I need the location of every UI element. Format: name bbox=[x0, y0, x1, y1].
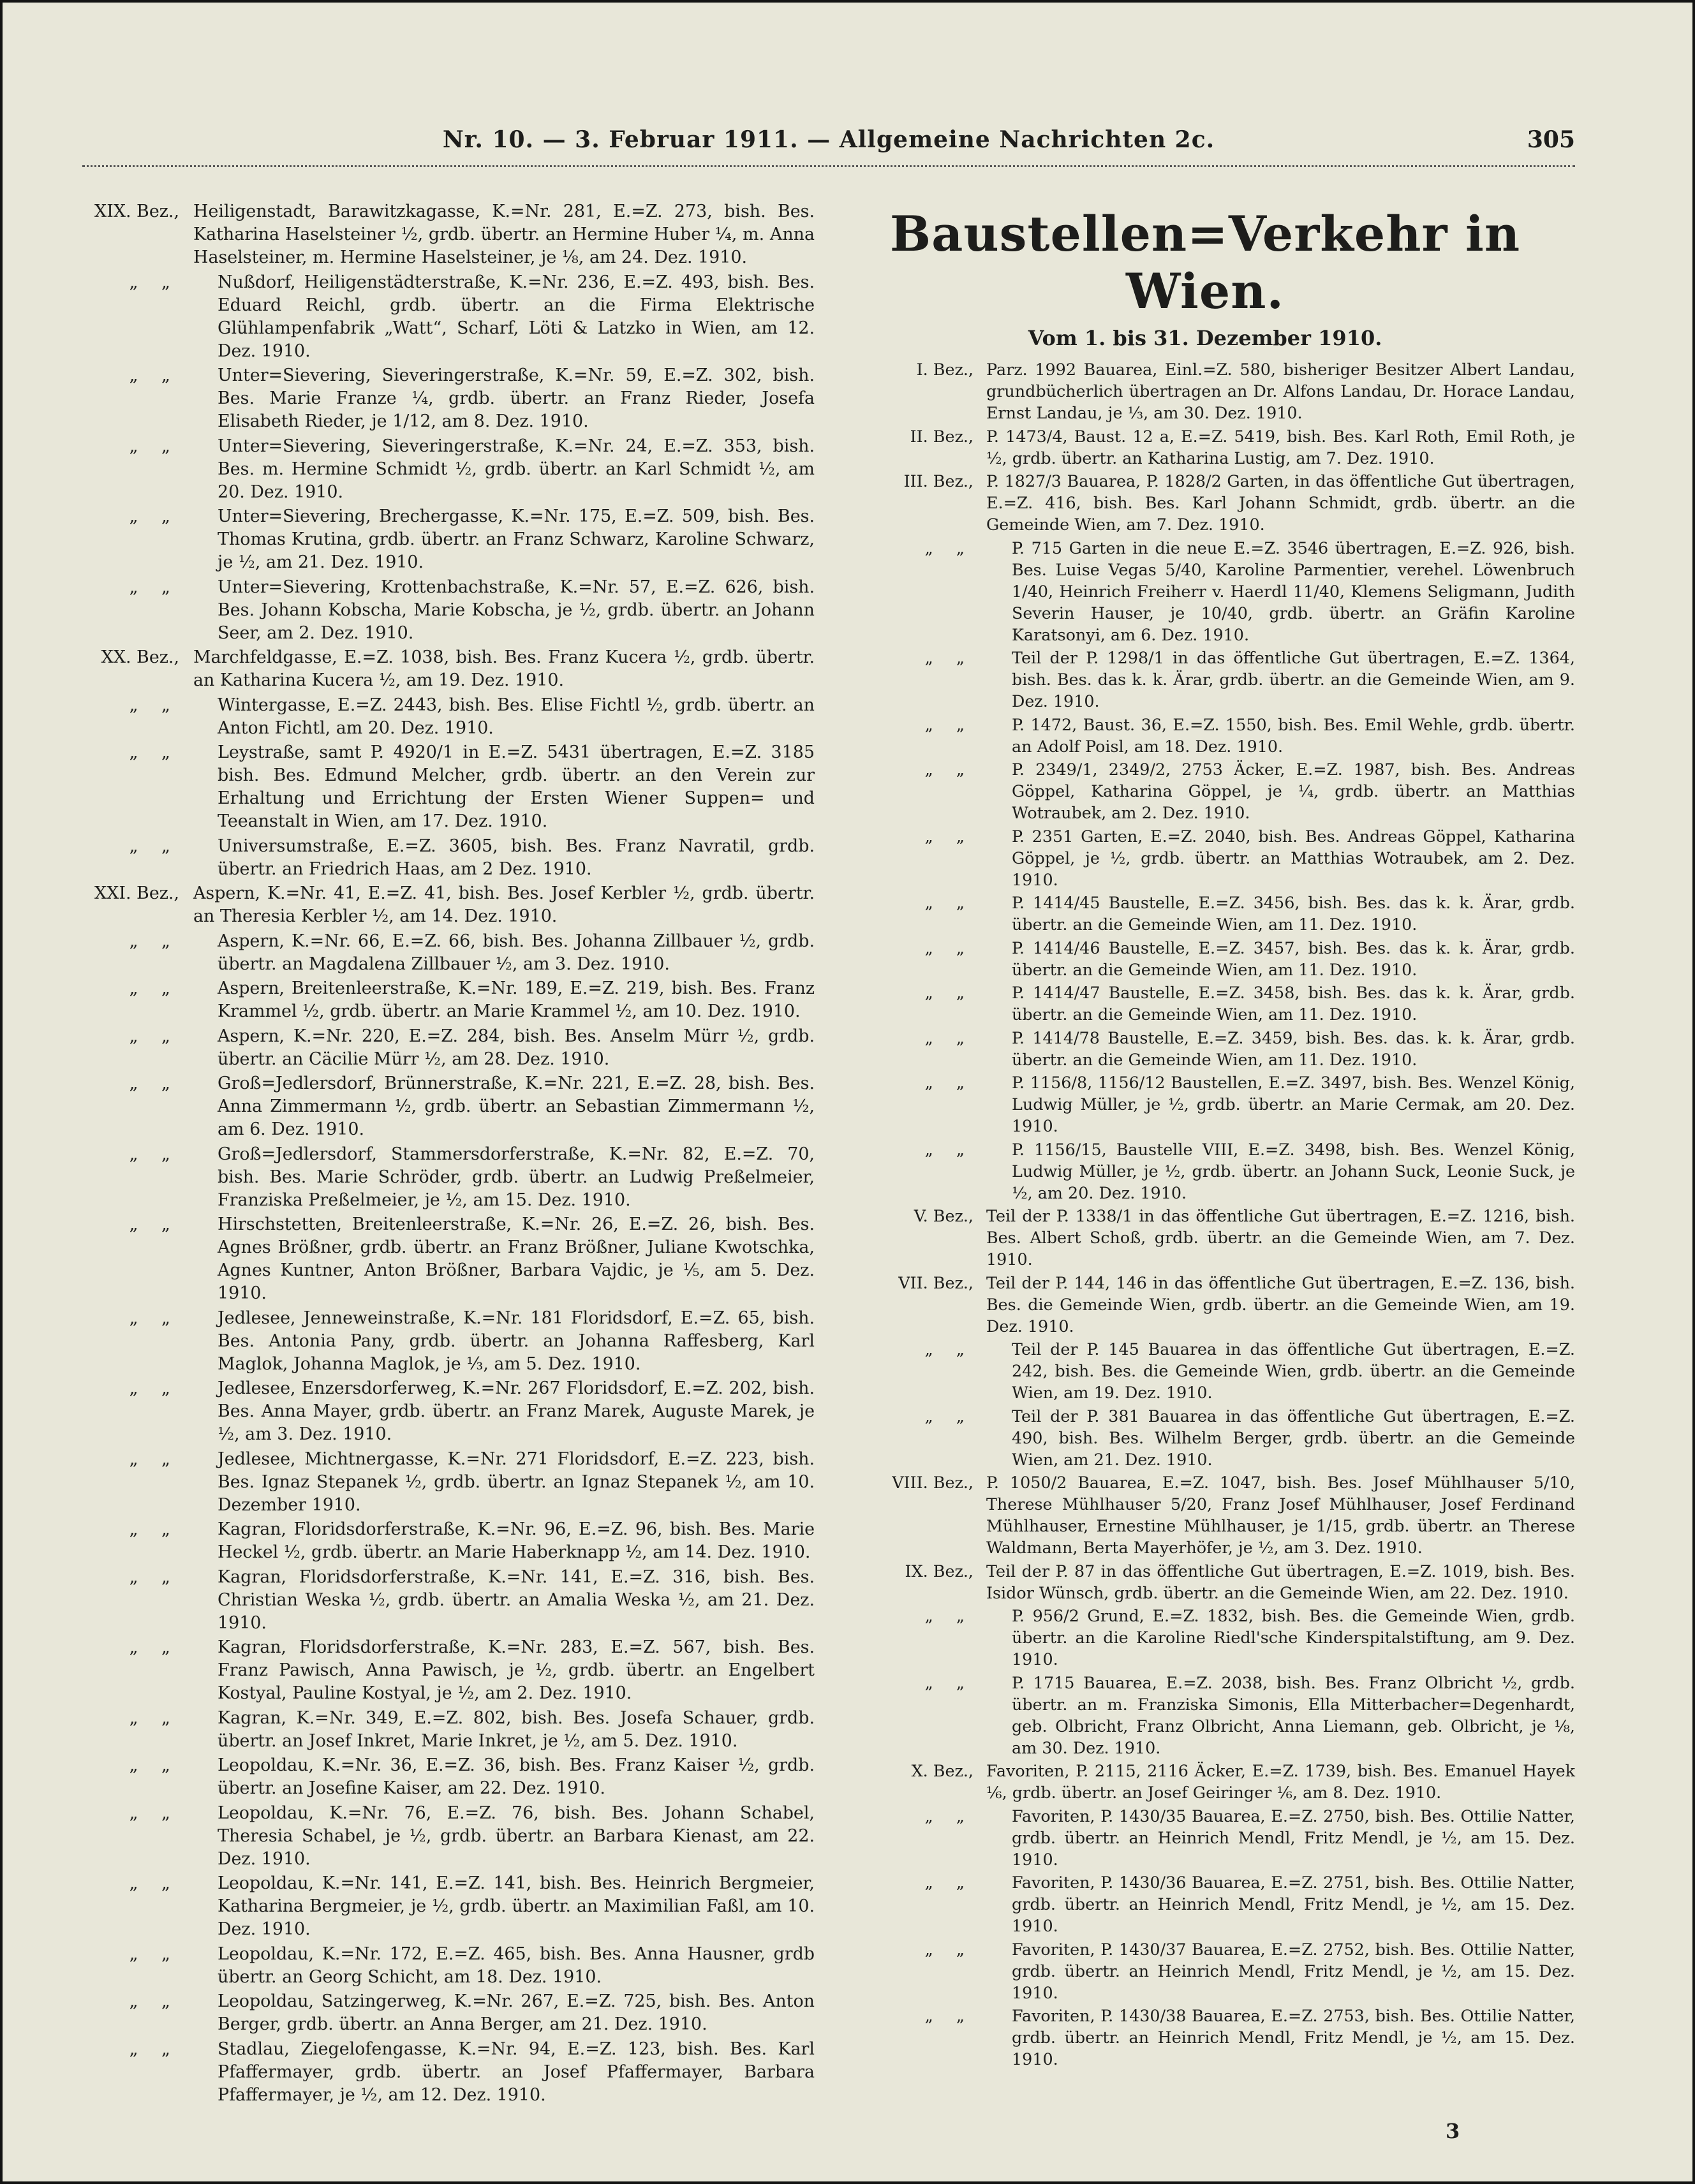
entry-text: P. 1414/46 Baustelle, E.=Z. 3457, bish. Bes. das k. k. Ärar, grdb. übertr. an die Gemeinde Wien, am 11. Dez. 1910. bbox=[1012, 938, 1575, 979]
entry-text: Teil der P. 145 Bauarea in das öffentliche Gut übertragen, E.=Z. 242, bish. Bes. die Gemeinde Wien, grdb. übertr. an die Gemeinde Wien, am 19. Dez. 1910. bbox=[1012, 1339, 1575, 1402]
entry-text: Aspern, K.=Nr. 41, E.=Z. 41, bish. Bes. Josef Kerbler ½, grdb. übertr. an Theresia Kerbler ½, am 14. Dez. 1910. bbox=[193, 883, 815, 926]
register-entry bbox=[82, 1566, 815, 1635]
register-entry bbox=[835, 1472, 1575, 1558]
entry-text: Nußdorf, Heiligenstädterstraße, K.=Nr. 236, E.=Z. 493, bish. Bes. Eduard Reichl, grdb. übertr. an die Firma Elektrische Glühlampenfabrik „Watt“, Scharf, Löti & Latzko in Wien, am 12. Dez. 1910. bbox=[218, 272, 815, 361]
entry-text: Leopoldau, Satzingerweg, K.=Nr. 267, E.=Z. 725, bish. Bes. Anton Berger, grdb. übertr. an Anna Berger, am 21. Dez. 1910. bbox=[218, 1991, 815, 2034]
section-title: Baustellen=Verkehr in Wien. bbox=[889, 205, 1521, 320]
register-entry bbox=[82, 835, 815, 881]
register-entry bbox=[82, 1872, 815, 1941]
entry-text: P. 2351 Garten, E.=Z. 2040, bish. Bes. Andreas Göppel, Katharina Göppel, je ½, grdb. übertr. an Matthias Wotraubek, am 2. Dez. 1910. bbox=[1012, 826, 1575, 889]
entry-text: Favoriten, P. 1430/37 Bauarea, E.=Z. 2752, bish. Bes. Ottilie Natter, grdb. übertr. an Heinrich Mendl, Fritz Mendl, je ½, am 15. Dez. 1910. bbox=[1012, 1939, 1575, 2002]
district-label: „ „ bbox=[129, 1708, 179, 1728]
register-entry bbox=[82, 646, 815, 692]
district-label: XIX. Bez., bbox=[94, 202, 179, 221]
entry-text: P. 1715 Bauarea, E.=Z. 2038, bish. Bes. Franz Olbricht ½, grdb. übertr. an m. Franziska Simonis, Ella Mitterbacher=Degenhardt, geb. Olbricht, Franz Olbricht, Anna Liemann, geb. Olbricht, je ⅛, am 30. Dez. 1910. bbox=[1012, 1672, 1575, 1757]
entry-text: Leopoldau, K.=Nr. 172, E.=Z. 465, bish. Bes. Anna Hausner, grdb übertr. an Georg Schicht, am 18. Dez. 1910. bbox=[218, 1944, 815, 1987]
district-label: „ „ bbox=[129, 742, 179, 762]
register-entry bbox=[82, 930, 815, 976]
running-head: Nr. 10. — 3. Februar 1911. — Allgemeine Nachrichten 2c. bbox=[442, 126, 1215, 153]
entry-text: Favoriten, P. 1430/36 Bauarea, E.=Z. 2751, bish. Bes. Ottilie Natter, grdb. übertr. an Heinrich Mendl, Fritz Mendl, je ½, am 15. Dez. 1910. bbox=[1012, 1873, 1575, 1935]
entry-text: Stadlau, Ziegelofengasse, K.=Nr. 94, E.=Z. 123, bish. Bes. Karl Pfaffermayer, grdb. übertr. an Josef Pfaffermayer, Barbara Pfaffermayer, je ½, am 12. Dez. 1910. bbox=[218, 2039, 815, 2105]
entry-text: Wintergasse, E.=Z. 2443, bish. Bes. Elise Fichtl ½, grdb. übertr. an Anton Fichtl, am 20. Dez. 1910. bbox=[218, 695, 815, 738]
entry-text: Groß=Jedlersdorf, Brünnerstraße, K.=Nr. 221, E.=Z. 28, bish. Bes. Anna Zimmermann ½, grdb. übertr. an Sebastian Zimmermann ½, am 6. Dez. 1910. bbox=[218, 1074, 815, 1139]
register-entry bbox=[835, 1139, 1575, 1204]
district-label: „ „ bbox=[129, 1144, 179, 1164]
district-label: „ „ bbox=[924, 1806, 973, 1826]
entry-text: Teil der P. 87 in das öffentliche Gut übertragen, E.=Z. 1019, bish. Bes. Isidor Wünsch, grdb. übertr. an die Gemeinde Wien, am 22. Dez. 1910. bbox=[986, 1561, 1575, 1602]
district-label: „ „ bbox=[129, 1519, 179, 1539]
district-label: „ „ bbox=[129, 1378, 179, 1398]
entry-text: Leopoldau, K.=Nr. 141, E.=Z. 141, bish. Bes. Heinrich Bergmeier, Katharina Bergmeier, je ½, grdb. übertr. an Maximilian Faßl, am 10. Dez. 1910. bbox=[218, 1873, 815, 1939]
district-label: XX. Bez., bbox=[101, 647, 179, 667]
entry-text: Hirschstetten, Breitenleerstraße, K.=Nr. 26, E.=Z. 26, bish. Bes. Agnes Brößner, grdb. übertr. an Franz Brößner, Juliane Kwotschka, Agnes Kuntner, Anton Brößner, Barbara Vajdic, je ⅕, am 5. Dez. 1910. bbox=[218, 1214, 815, 1303]
register-entry bbox=[82, 694, 815, 740]
entry-text: P. 1156/8, 1156/12 Baustellen, E.=Z. 3497, bish. Bes. Wenzel König, Ludwig Müller, je ½, grdb. übertr. an Marie Cermak, am 20. Dez. 1910. bbox=[1012, 1073, 1575, 1135]
entry-text: Aspern, K.=Nr. 220, E.=Z. 284, bish. Bes. Anselm Mürr ½, grdb. übertr. an Cäcilie Mürr ½, am 28. Dez. 1910. bbox=[218, 1026, 815, 1069]
district-label: „ „ bbox=[129, 836, 179, 856]
entry-text: Jedlesee, Michtnergasse, K.=Nr. 271 Floridsdorf, E.=Z. 223, bish. Bes. Ignaz Stepanek ½, grdb. übertr. an Ignaz Stepanek ½, am 10. Dezember 1910. bbox=[218, 1449, 815, 1515]
register-entry bbox=[835, 1027, 1575, 1070]
entry-text: Leopoldau, K.=Nr. 36, E.=Z. 36, bish. Bes. Franz Kaiser ½, grdb. übertr. an Josefine Kaiser, am 22. Dez. 1910. bbox=[218, 1755, 815, 1798]
district-label: „ „ bbox=[129, 436, 179, 456]
register-entry bbox=[82, 1990, 815, 2036]
entry-text: P. 1473/4, Baust. 12 a, E.=Z. 5419, bish. Bes. Karl Roth, Emil Roth, je ½, grdb. übertr. an Katharina Lustig, am 7. Dez. 1910. bbox=[986, 426, 1575, 468]
district-label: VII. Bez., bbox=[898, 1273, 973, 1292]
entry-text: Unter=Sievering, Sieveringerstraße, K.=Nr. 24, E.=Z. 353, bish. Bes. m. Hermine Schmidt ½, grdb. übertr. an Karl Schmidt ½, am 20. Dez. 1910. bbox=[218, 436, 815, 502]
district-label: „ „ bbox=[129, 2039, 179, 2059]
register-entry bbox=[835, 825, 1575, 890]
register-entry bbox=[82, 1377, 815, 1446]
district-label: „ „ bbox=[924, 714, 973, 734]
register-entry bbox=[82, 882, 815, 928]
register-entry bbox=[82, 576, 815, 645]
district-label: „ „ bbox=[924, 538, 973, 557]
register-entry bbox=[82, 1707, 815, 1753]
district-label: III. Bez., bbox=[903, 471, 973, 491]
district-label: „ „ bbox=[129, 1637, 179, 1657]
register-entry bbox=[835, 1871, 1575, 1937]
district-label: „ „ bbox=[129, 1944, 179, 1964]
entry-text: Leopoldau, K.=Nr. 76, E.=Z. 76, bish. Bes. Johann Schabel, Theresia Schabel, je ½, grdb. übertr. an Barbara Kienast, am 22. Dez. 1910. bbox=[218, 1803, 815, 1869]
district-label: „ „ bbox=[924, 1939, 973, 1959]
register-entry bbox=[82, 1448, 815, 1517]
left-column bbox=[82, 200, 815, 2107]
register-entry bbox=[82, 364, 815, 433]
entry-text: Parz. 1992 Bauarea, Einl.=Z. 580, bisheriger Besitzer Albert Landau, grundbücherlich übertragen an Dr. Alfons Landau, Dr. Horace Landau, Ernst Landau, je ⅓, am 30. Dez. 1910. bbox=[986, 360, 1575, 422]
district-label: „ „ bbox=[129, 1991, 179, 2011]
register-entry bbox=[835, 1338, 1575, 1403]
district-label: „ „ bbox=[924, 1606, 973, 1625]
entry-text: P. 1414/45 Baustelle, E.=Z. 3456, bish. Bes. das k. k. Ärar, grdb. übertr. an die Gemeinde Wien, am 11. Dez. 1910. bbox=[1012, 893, 1575, 934]
district-label: I. Bez., bbox=[916, 360, 973, 379]
register-entry bbox=[835, 1405, 1575, 1470]
entry-text: Teil der P. 1338/1 in das öffentliche Gut übertragen, E.=Z. 1216, bish. Bes. Albert Schoß, grdb. übertr. an die Gemeinde Wien, am 7. Dez. 1910. bbox=[986, 1206, 1575, 1269]
entry-text: Favoriten, P. 1430/35 Bauarea, E.=Z. 2750, bish. Bes. Ottilie Natter, grdb. übertr. an Heinrich Mendl, Fritz Mendl, je ½, am 15. Dez. 1910. bbox=[1012, 1806, 1575, 1869]
district-label: „ „ bbox=[129, 931, 179, 951]
entry-text: P. 1827/3 Bauarea, P. 1828/2 Garten, in das öffentliche Gut übertragen, E.=Z. 416, bish. Bes. Karl Johann Schmidt, grdb. übertr. an die Gemeinde Wien, am 7. Dez. 1910. bbox=[986, 471, 1575, 534]
district-label: „ „ bbox=[129, 1214, 179, 1234]
district-label: „ „ bbox=[924, 983, 973, 1002]
entry-text: Kagran, Floridsdorferstraße, K.=Nr. 283, E.=Z. 567, bish. Bes. Franz Pawisch, Anna Pawisch, je ½, grdb. übertr. an Engelbert Kostyal, Pauline Kostyal, je ½, am 2. Dez. 1910. bbox=[218, 1637, 815, 1703]
district-label: „ „ bbox=[924, 1139, 973, 1159]
register-entry bbox=[835, 1205, 1575, 1270]
newspaper-page bbox=[3, 3, 1692, 2181]
entry-text: Groß=Jedlersdorf, Stammersdorferstraße, K.=Nr. 82, E.=Z. 70, bish. Bes. Marie Schröder, grdb. übertr. an Ludwig Preßelmeier, Franziska Preßelmeier, je ½, am 15. Dez. 1910. bbox=[218, 1144, 815, 1210]
register-entry bbox=[835, 2005, 1575, 2070]
district-label: „ „ bbox=[924, 2006, 973, 2025]
entry-text: Unter=Sievering, Krottenbachstraße, K.=Nr. 57, E.=Z. 626, bish. Bes. Johann Kobscha, Marie Kobscha, je ½, grdb. übertr. an Johann Seer, am 2. Dez. 1910. bbox=[218, 577, 815, 643]
register-entry bbox=[835, 1672, 1575, 1759]
register-entry bbox=[835, 1805, 1575, 1870]
register-entry bbox=[835, 1760, 1575, 1803]
register-entry bbox=[82, 200, 815, 269]
entry-text: Aspern, K.=Nr. 66, E.=Z. 66, bish. Bes. Johanna Zillbauer ½, grdb. übertr. an Magdalena Zillbauer ½, am 3. Dez. 1910. bbox=[218, 931, 815, 974]
district-label: IX. Bez., bbox=[905, 1561, 973, 1581]
district-label: „ „ bbox=[129, 1308, 179, 1328]
district-label: VIII. Bez., bbox=[892, 1473, 973, 1492]
register-entry bbox=[835, 425, 1575, 469]
register-entry bbox=[82, 1213, 815, 1305]
entry-text: Heiligenstadt, Barawitzkagasse, K.=Nr. 281, E.=Z. 273, bish. Bes. Katharina Haselsteiner ½, grdb. übertr. an Hermine Huber ¼, m. Anna Haselsteiner, m. Hermine Haselsteiner, je ⅛, am 24. Dez. 1910. bbox=[193, 202, 815, 267]
register-entry bbox=[82, 435, 815, 504]
district-label: „ „ bbox=[129, 365, 179, 385]
entry-text: Favoriten, P. 1430/38 Bauarea, E.=Z. 2753, bish. Bes. Ottilie Natter, grdb. übertr. an Heinrich Mendl, Fritz Mendl, je ½, am 15. Dez. 1910. bbox=[1012, 2006, 1575, 2069]
register-entry bbox=[82, 2038, 815, 2107]
district-label: „ „ bbox=[129, 1755, 179, 1775]
district-label: „ „ bbox=[924, 648, 973, 667]
entry-text: Unter=Sievering, Brechergasse, K.=Nr. 175, E.=Z. 509, bish. Bes. Thomas Krutina, grdb. übertr. an Franz Schwarz, Karoline Schwarz, je ½, am 21. Dez. 1910. bbox=[218, 506, 815, 572]
register-entry bbox=[82, 1307, 815, 1376]
entry-text: P. 1156/15, Baustelle VIII, E.=Z. 3498, bish. Bes. Wenzel König, Ludwig Müller, je ½, grdb. übertr. an Johann Suck, Leonie Suck, je ½, am 20. Dez. 1910. bbox=[1012, 1139, 1575, 1202]
section-subtitle: Vom 1. bis 31. Dezember 1910. bbox=[1028, 326, 1382, 350]
entry-text: Kagran, K.=Nr. 349, E.=Z. 802, bish. Bes. Josefa Schauer, grdb. übertr. an Josef Inkret, Marie Inkret, je ½, am 5. Dez. 1910. bbox=[218, 1708, 815, 1751]
register-entry bbox=[82, 1518, 815, 1564]
register-entry bbox=[835, 1605, 1575, 1670]
register-entry bbox=[835, 1560, 1575, 1604]
register-entry bbox=[835, 537, 1575, 646]
district-label: „ „ bbox=[129, 1026, 179, 1046]
entry-text: P. 1414/78 Baustelle, E.=Z. 3459, bish. Bes. das. k. k. Ärar, grdb. übertr. an die Gemeinde Wien, am 11. Dez. 1910. bbox=[1012, 1028, 1575, 1069]
entry-text: P. 1414/47 Baustelle, E.=Z. 3458, bish. Bes. das k. k. Ärar, grdb. übertr. an die Gemeinde Wien, am 11. Dez. 1910. bbox=[1012, 983, 1575, 1024]
right-column bbox=[835, 200, 1575, 2070]
entry-text: Teil der P. 144, 146 in das öffentliche Gut übertragen, E.=Z. 136, bish. Bes. die Gemeinde Wien, grdb. übertr. an die Gemeinde Wien, am 19. Dez. 1910. bbox=[986, 1273, 1575, 1336]
district-label: „ „ bbox=[129, 272, 179, 292]
entry-text: Jedlesee, Enzersdorferweg, K.=Nr. 267 Floridsdorf, E.=Z. 202, bish. Bes. Anna Mayer, grdb. übertr. an Franz Marek, Auguste Marek, je ½, am 3. Dez. 1910. bbox=[218, 1378, 815, 1444]
district-label: „ „ bbox=[924, 1873, 973, 1892]
district-label: „ „ bbox=[924, 1672, 973, 1692]
district-label: „ „ bbox=[129, 1803, 179, 1823]
register-entry bbox=[82, 271, 815, 363]
page-number: 305 bbox=[1527, 126, 1575, 153]
entry-text: Kagran, Floridsdorferstraße, K.=Nr. 141, E.=Z. 316, bish. Bes. Christian Weska ½, grdb. übertr. an Amalia Weska ½, am 21. Dez. 1910. bbox=[218, 1567, 815, 1633]
entry-text: P. 956/2 Grund, E.=Z. 1832, bish. Bes. die Gemeinde Wien, grdb. übertr. an die Karoline Riedl'sche Kinderspitalstiftung, am 9. Dez. 1910. bbox=[1012, 1606, 1575, 1669]
district-label: V. Bez., bbox=[914, 1206, 973, 1225]
district-label: „ „ bbox=[129, 695, 179, 715]
register-entry bbox=[835, 937, 1575, 980]
entry-text: Aspern, Breitenleerstraße, K.=Nr. 189, E.=Z. 219, bish. Bes. Franz Krammel ½, grdb. übertr. an Marie Krammel ½, am 10. Dez. 1910. bbox=[218, 978, 815, 1021]
entry-text: Unter=Sievering, Sieveringerstraße, K.=Nr. 59, E.=Z. 302, bish. Bes. Marie Franze ¼, grdb. übertr. an Franz Rieder, Josefa Elisabeth Rieder, je 1/12, am 8. Dez. 1910. bbox=[218, 365, 815, 431]
entry-text: Leystraße, samt P. 4920/1 in E.=Z. 5431 übertragen, E.=Z. 3185 bish. Bes. Edmund Melcher, grdb. übertr. an den Verein zur Erhaltung und Errichtung der Ersten Wiener Suppen= und Teeanstalt in Wien, am 17. Dez. 1910. bbox=[218, 742, 815, 831]
entry-text: Teil der P. 1298/1 in das öffentliche Gut übertragen, E.=Z. 1364, bish. Bes. das k. k. Ärar, grdb. übertr. an die Gemeinde Wien, am 9. Dez. 1910. bbox=[1012, 648, 1575, 711]
entry-text: Kagran, Floridsdorferstraße, K.=Nr. 96, E.=Z. 96, bish. Bes. Marie Heckel ½, grdb. übertr. an Marie Haberknapp ½, am 14. Dez. 1910. bbox=[218, 1519, 815, 1562]
register-entry bbox=[835, 758, 1575, 823]
district-label: „ „ bbox=[924, 893, 973, 912]
header-rule bbox=[82, 165, 1575, 167]
right-entry-list bbox=[835, 358, 1575, 2070]
district-label: „ „ bbox=[924, 1028, 973, 1047]
page-header bbox=[82, 126, 1575, 165]
register-entry bbox=[82, 1072, 815, 1141]
district-label: „ „ bbox=[129, 506, 179, 526]
entry-text: P. 2349/1, 2349/2, 2753 Äcker, E.=Z. 1987, bish. Bes. Andreas Göppel, Katharina Göppel, je ¼, grdb. übertr. an Matthias Wotraubek, am 2. Dez. 1910. bbox=[1012, 760, 1575, 822]
district-label: XXI. Bez., bbox=[94, 883, 179, 903]
register-entry bbox=[835, 647, 1575, 712]
entry-text: P. 1472, Baust. 36, E.=Z. 1550, bish. Bes. Emil Wehle, grdb. übertr. an Adolf Poisl, am 18. Dez. 1910. bbox=[1012, 714, 1575, 756]
district-label: „ „ bbox=[924, 826, 973, 846]
register-entry bbox=[835, 1072, 1575, 1137]
entry-text: Universumstraße, E.=Z. 3605, bish. Bes. Franz Navratil, grdb. übertr. an Friedrich Haas, am 2 Dez. 1910. bbox=[218, 836, 815, 879]
register-entry bbox=[82, 1025, 815, 1071]
district-label: „ „ bbox=[924, 938, 973, 957]
entry-text: P. 715 Garten in die neue E.=Z. 3546 übertragen, E.=Z. 926, bish. Bes. Luise Vegas 5/40, Karoline Parmentier, verehel. Löwenbruch 1/40, Heinrich Freiherr v. Haerdl 11/40, Klemens Seligmann, Judith Severin Hauser, je 10/40, grdb. übertr. an Gräfin Karoline Karatsonyi, am 6. Dez. 1910. bbox=[1012, 538, 1575, 644]
district-label: X. Bez., bbox=[911, 1761, 973, 1780]
district-label: „ „ bbox=[924, 760, 973, 779]
district-label: „ „ bbox=[129, 1074, 179, 1093]
entry-text: P. 1050/2 Bauarea, E.=Z. 1047, bish. Bes. Josef Mühlhauser 5/10, Therese Mühlhauser 5/20, Franz Josef Mühlhauser, Josef Ferdinand Mühlhauser, Ernestine Mühlhauser, je 1/15, grdb. übertr. an Therese Waldmann, Berta Mayerhöfer, je ½, am 3. Dez. 1910. bbox=[986, 1473, 1575, 1557]
district-label: „ „ bbox=[129, 1567, 179, 1587]
register-entry bbox=[835, 982, 1575, 1025]
register-entry bbox=[82, 977, 815, 1023]
register-entry bbox=[82, 1802, 815, 1871]
register-entry bbox=[835, 470, 1575, 535]
entry-text: Marchfeldgasse, E.=Z. 1038, bish. Bes. Franz Kucera ½, grdb. übertr. an Katharina Kucera ½, am 19. Dez. 1910. bbox=[193, 647, 815, 690]
district-label: „ „ bbox=[924, 1073, 973, 1092]
signature-number: 3 bbox=[1446, 2119, 1460, 2143]
register-entry bbox=[835, 1272, 1575, 1337]
register-entry bbox=[82, 1943, 815, 1989]
register-entry bbox=[82, 505, 815, 574]
register-entry bbox=[835, 714, 1575, 757]
register-entry bbox=[835, 892, 1575, 935]
entry-text: Jedlesee, Jenneweinstraße, K.=Nr. 181 Floridsdorf, E.=Z. 65, bish. Bes. Antonia Pany, grdb. übertr. an Johanna Raffesberg, Karl Maglok, Johanna Maglok, je ⅓, am 5. Dez. 1910. bbox=[218, 1308, 815, 1374]
district-label: II. Bez., bbox=[910, 426, 973, 446]
district-label: „ „ bbox=[129, 978, 179, 998]
register-entry bbox=[82, 1636, 815, 1705]
district-label: „ „ bbox=[924, 1339, 973, 1359]
district-label: „ „ bbox=[129, 1873, 179, 1893]
entry-text: Favoriten, P. 2115, 2116 Äcker, E.=Z. 1739, bish. Bes. Emanuel Hayek ⅙, grdb. übertr. an Josef Geiringer ⅙, am 8. Dez. 1910. bbox=[986, 1761, 1575, 1802]
register-entry bbox=[835, 1938, 1575, 2003]
entry-text: Teil der P. 381 Bauarea in das öffentliche Gut übertragen, E.=Z. 490, bish. Bes. Wilhelm Berger, grdb. übertr. an die Gemeinde Wien, am 21. Dez. 1910. bbox=[1012, 1406, 1575, 1469]
district-label: „ „ bbox=[924, 1406, 973, 1426]
register-entry bbox=[82, 1143, 815, 1212]
district-label: „ „ bbox=[129, 1449, 179, 1469]
district-label: „ „ bbox=[129, 577, 179, 597]
register-entry bbox=[835, 358, 1575, 424]
register-entry bbox=[82, 741, 815, 833]
register-entry bbox=[82, 1754, 815, 1800]
